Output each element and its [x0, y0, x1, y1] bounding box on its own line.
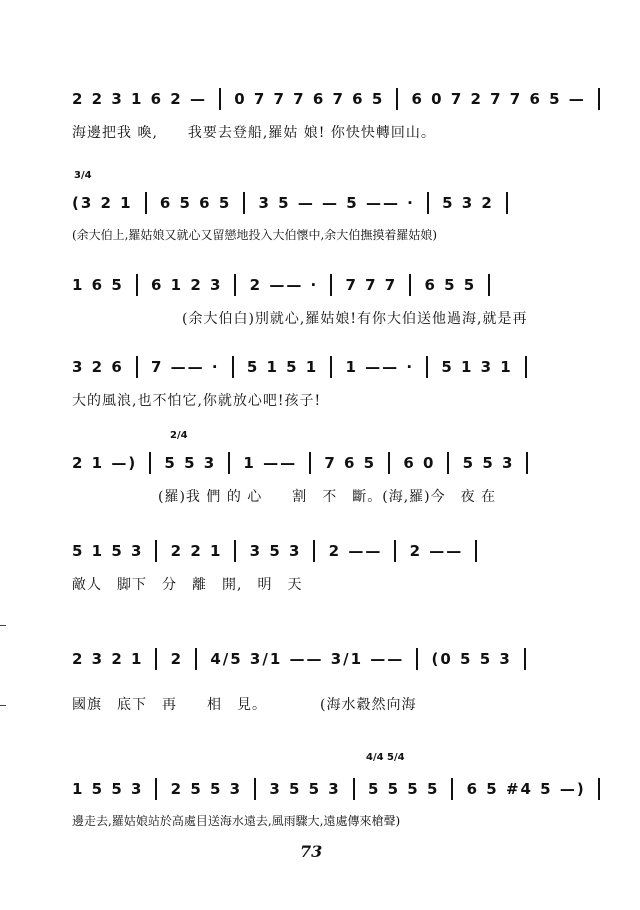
measure: 3 5 5 3 — [269, 779, 341, 798]
stage-direction: (余大伯白)別就心,羅姑娘!有你大伯送他過海,就是再 — [182, 311, 528, 327]
measure: 3 5 3 — [249, 541, 302, 560]
measure: 7 6 5 — [324, 453, 377, 472]
measure: 6 5 6 5 — [159, 193, 232, 212]
barline — [447, 452, 449, 474]
barline — [396, 88, 398, 110]
barline — [506, 192, 508, 214]
measure: 5 1 5 1 — [246, 357, 319, 376]
barline — [526, 452, 528, 474]
lyric-line: 大的風浪,也不怕它,你就放心吧!孩子! — [72, 393, 322, 409]
measure: 3 2 6 — [72, 357, 124, 376]
lyric-line: 國旗 底下 再 相 見。 (海水縠然向海 — [72, 697, 417, 713]
notation-line — [72, 648, 592, 682]
barline — [488, 274, 490, 296]
notation-line — [72, 778, 592, 812]
music-system-5 — [72, 452, 592, 506]
measure: 6 1 2 3 — [151, 275, 223, 294]
measure: 3 5 — — 5 —— · — [258, 193, 415, 212]
barline — [427, 192, 429, 214]
music-system-4 — [72, 356, 592, 410]
barline — [525, 356, 527, 378]
stage-direction: 邊走去,羅姑娘站於高處目送海水遠去,風雨驟大,遠處傳來槍聲) — [72, 814, 401, 828]
music-system-8 — [72, 778, 592, 829]
measure: 2 —— — [328, 541, 383, 560]
barline — [155, 540, 157, 562]
barline — [394, 540, 396, 562]
page-number: 73 — [300, 842, 323, 861]
barline — [155, 648, 157, 670]
measure: 2 1 —) — [72, 453, 138, 472]
barline — [234, 540, 236, 562]
barline — [598, 778, 600, 800]
measure: 6 0 — [403, 453, 436, 472]
measure: 2 5 5 3 — [170, 779, 243, 798]
barline — [234, 274, 236, 296]
barline — [330, 274, 332, 296]
measure: 7 —— · — [151, 357, 220, 376]
measure: 5 1 3 1 — [441, 357, 513, 376]
barline — [330, 356, 332, 378]
notation-line — [72, 88, 592, 122]
barline — [313, 540, 315, 562]
measure: (0 5 5 3 — [431, 649, 512, 668]
music-system-6 — [72, 540, 592, 594]
measure: 4/5 3/1 —— 3/1 —— — [210, 649, 405, 668]
measure: 1 6 5 — [72, 275, 124, 294]
music-system-7 — [72, 648, 592, 714]
measure: 5 5 3 — [164, 453, 217, 472]
margin-mark — [0, 705, 6, 706]
measure: 1 5 5 3 — [72, 779, 144, 798]
measure: 1 —— — [243, 453, 298, 472]
measure: 2 —— · — [249, 275, 319, 294]
barline — [309, 452, 311, 474]
barline — [149, 452, 151, 474]
time-signature: 4/4 5/4 — [366, 752, 405, 763]
barline — [353, 778, 355, 800]
barline — [524, 648, 526, 670]
measure: 6 5 5 — [424, 275, 477, 294]
barline — [475, 540, 477, 562]
measure: 1 —— · — [345, 357, 415, 376]
measure: 2 —— — [409, 541, 464, 560]
barline — [136, 356, 138, 378]
measure: 5 3 2 — [442, 193, 494, 212]
lyric-line: 海邊把我 喚, 我要去登船,羅姑 娘! 你快快轉回山。 — [72, 125, 436, 141]
measure: 7 7 7 — [345, 275, 398, 294]
notation-line — [72, 274, 592, 308]
time-signature: 2/4 — [170, 430, 188, 441]
measure: 5 5 5 5 — [367, 779, 440, 798]
barline — [155, 778, 157, 800]
barline — [195, 648, 197, 670]
barline — [426, 356, 428, 378]
lyric-line: 敵人 脚下 分 離 開, 明 天 — [72, 577, 303, 593]
notation-line — [72, 192, 592, 226]
measure: 0 7 7 7 6 7 6 5 — [234, 89, 385, 108]
barline — [451, 778, 453, 800]
barline — [232, 356, 234, 378]
measure: 6 0 7 2 7 7 6 5 — — [411, 89, 586, 108]
music-system-1 — [72, 88, 592, 142]
barline — [243, 192, 245, 214]
time-signature: 3/4 — [74, 170, 92, 181]
notation-line — [72, 540, 592, 574]
measure: 5 5 3 — [462, 453, 515, 472]
measure: 2 — [170, 649, 184, 668]
stage-direction: (余大伯上,羅姑娘又就心又留戀地投入大伯懷中,余大伯撫摸着羅姑娘) — [72, 228, 437, 242]
barline — [416, 648, 418, 670]
measure: 2 2 3 1 6 2 — — [72, 89, 207, 108]
measure: (3 2 1 — [72, 193, 133, 212]
notation-line — [72, 452, 592, 486]
margin-mark — [0, 625, 6, 626]
music-system-2 — [72, 192, 592, 243]
music-system-3 — [72, 274, 592, 328]
measure: 2 2 1 — [170, 541, 223, 560]
barline — [228, 452, 230, 474]
barline — [409, 274, 411, 296]
measure: 6 5 #4 5 —) — [466, 779, 586, 798]
barline — [219, 88, 221, 110]
barline — [145, 192, 147, 214]
barline — [136, 274, 138, 296]
barline — [388, 452, 390, 474]
barline — [254, 778, 256, 800]
measure: 5 1 5 3 — [72, 541, 144, 560]
notation-line — [72, 356, 592, 390]
measure: 2 3 2 1 — [72, 649, 144, 668]
lyric-line: (羅)我 們 的 心 割 不 斷。(海,羅)今 夜 在 — [158, 489, 497, 505]
barline — [598, 88, 600, 110]
